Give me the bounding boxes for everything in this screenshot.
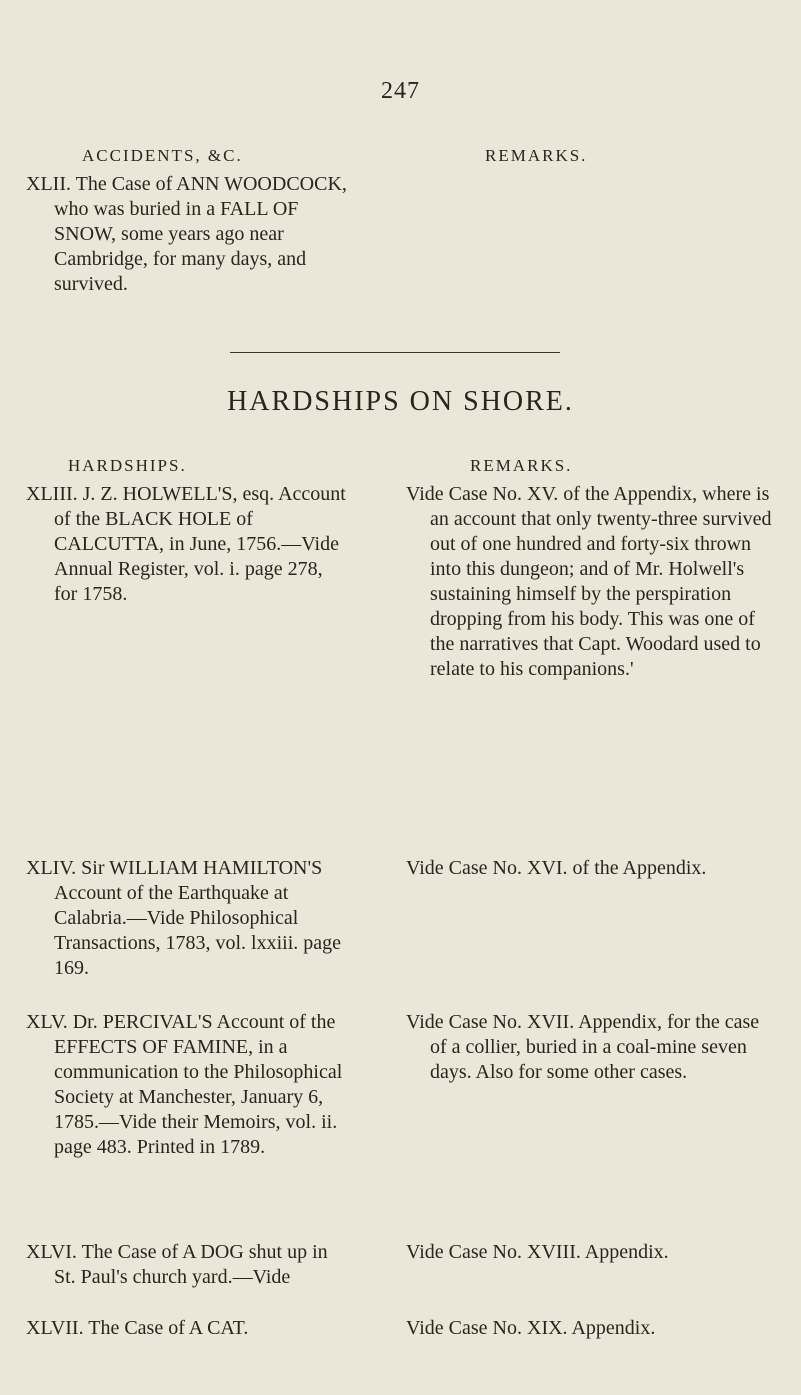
entry-xliv: XLIV. Sir WILLIAM HAMILTON'S Account of the Earthquake at Calabria.—Vide Philosophical Transactions, 1783, vol. lxxiii. page 169. bbox=[26, 857, 342, 979]
remark-xliv: Vide Case No. XVI. of the Appendix. bbox=[406, 857, 707, 879]
top-remarks-column-header: REMARKS. bbox=[485, 146, 588, 165]
remark-xlvii: Vide Case No. XIX. Appendix. bbox=[406, 1317, 656, 1339]
section-divider bbox=[230, 352, 560, 353]
hardships-column-header: HARDSHIPS. bbox=[68, 456, 187, 475]
entry-xlvi: XLVI. The Case of A DOG shut up in St. Paul's church yard.—Vide bbox=[26, 1241, 328, 1288]
entry-xliii: XLIII. J. Z. HOLWELL'S, esq. Account of the BLACK HOLE of CALCUTTA, in June, 1756.—Vide Annual Register, vol. i. page 278, for 1758. bbox=[26, 483, 346, 605]
page-number: 247 bbox=[381, 78, 420, 104]
entry-xlv: XLV. Dr. PERCIVAL'S Account of the EFFECTS OF FAMINE, in a communication to the Philosophical Society at Manchester, January 6, 1785.—Vide their Memoirs, vol. ii. page 483. Printed in 1789. bbox=[26, 1011, 343, 1158]
section-title: HARDSHIPS ON SHORE. bbox=[227, 386, 574, 417]
entry-xlvii: XLVII. The Case of A CAT. bbox=[26, 1317, 249, 1339]
accidents-column-header: ACCIDENTS, &C. bbox=[82, 146, 243, 165]
remark-xlvi: Vide Case No. XVIII. Appendix. bbox=[406, 1241, 669, 1263]
remark-xlv: Vide Case No. XVII. Appendix, for the case of a collier, buried in a coal-mine seven days. Also for some other cases. bbox=[406, 1011, 760, 1083]
entry-xlii: XLII. The Case of ANN WOODCOCK, who was buried in a FALL OF SNOW, some years ago near Cambridge, for many days, and survived. bbox=[26, 173, 347, 295]
bottom-remarks-column-header: REMARKS. bbox=[470, 456, 573, 475]
remark-xliii: Vide Case No. XV. of the Appendix, where is an account that only twenty-three survived out of one hundred and forty-six thrown into this dungeon; and of Mr. Holwell's sustaining himself by the perspiration dropping from his body. This was one of the narratives that Capt. Woodard used to relate to his companions.' bbox=[406, 483, 772, 680]
